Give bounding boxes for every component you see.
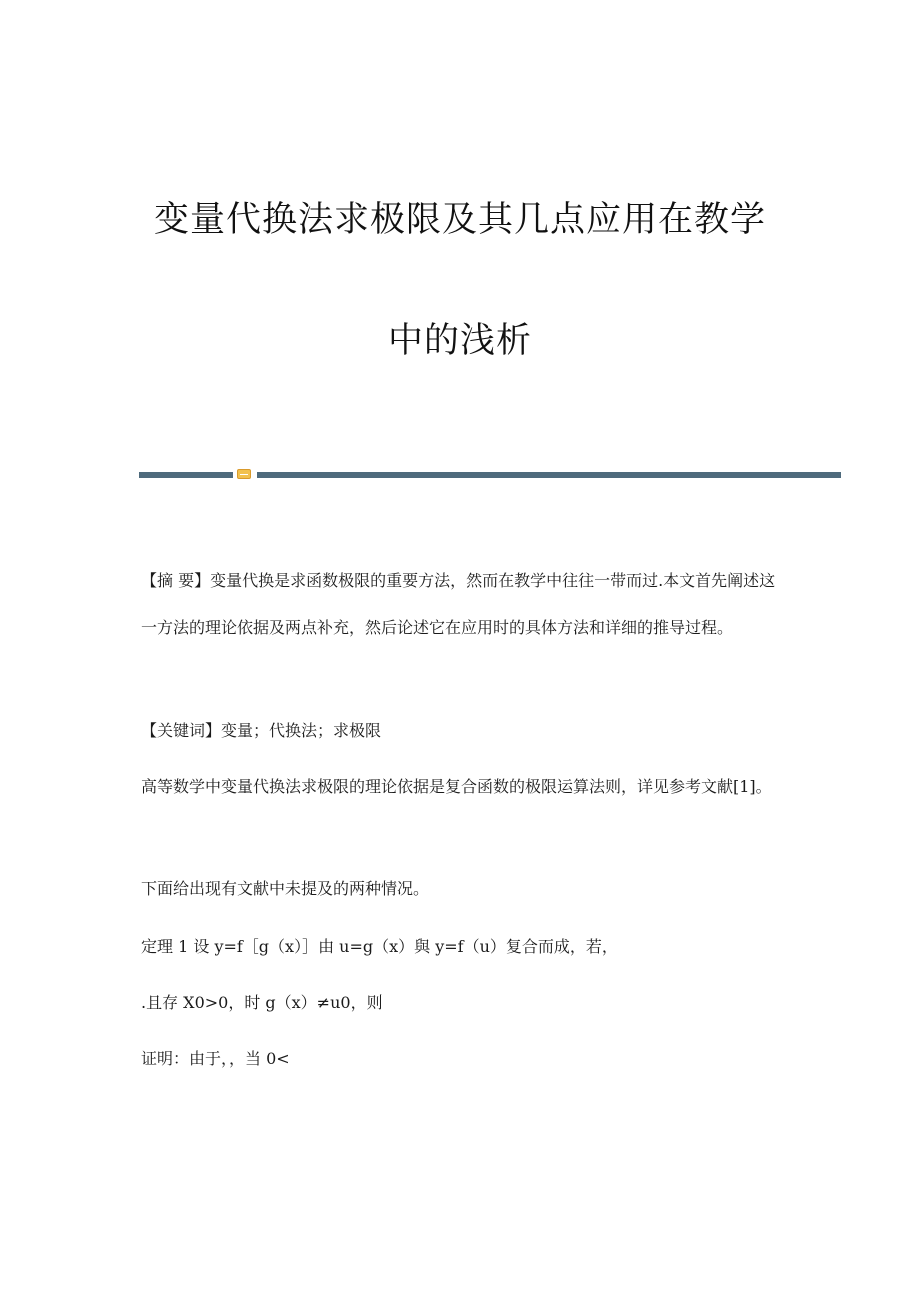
theory-basis-paragraph: 高等数学中变量代换法求极限的理论依据是复合函数的极限运算法则，详见参考文献[1]。	[141, 777, 772, 796]
document-title-line-1: 变量代换法求极限及其几点应用在教学	[153, 200, 766, 240]
theorem-1-paragraph: 定理 1 设 y=f［g（x）］由 u=g（x）與 y=f（u）复合而成，若，	[141, 937, 618, 956]
keywords-label: 【关键词】	[141, 721, 222, 740]
proof-paragraph: 证明：由于，，当 0<	[141, 1049, 290, 1068]
divider-marker-icon	[237, 469, 251, 479]
divider-bar-left	[139, 472, 233, 478]
keywords-value: 变量；代换法；求极限	[221, 721, 382, 740]
keywords-paragraph	[141, 718, 781, 744]
theorem-condition-paragraph: .且存 X0>0，时 g（x）≠u0，则	[141, 993, 383, 1012]
abstract-paragraph: 【摘 要】变量代换是求函数极限的重要方法，然而在教学中往往一带而过.本文首先阐述这一方法的理论依据及两点补充，然后论述它在应用时的具体方法和详细的推导过程。	[141, 571, 776, 637]
divider-bar-right	[257, 472, 841, 478]
cases-intro-paragraph: 下面给出现有文献中未提及的两种情况。	[141, 879, 430, 898]
section-divider	[139, 469, 841, 481]
document-title-line-2: 中的浅析	[387, 321, 532, 361]
